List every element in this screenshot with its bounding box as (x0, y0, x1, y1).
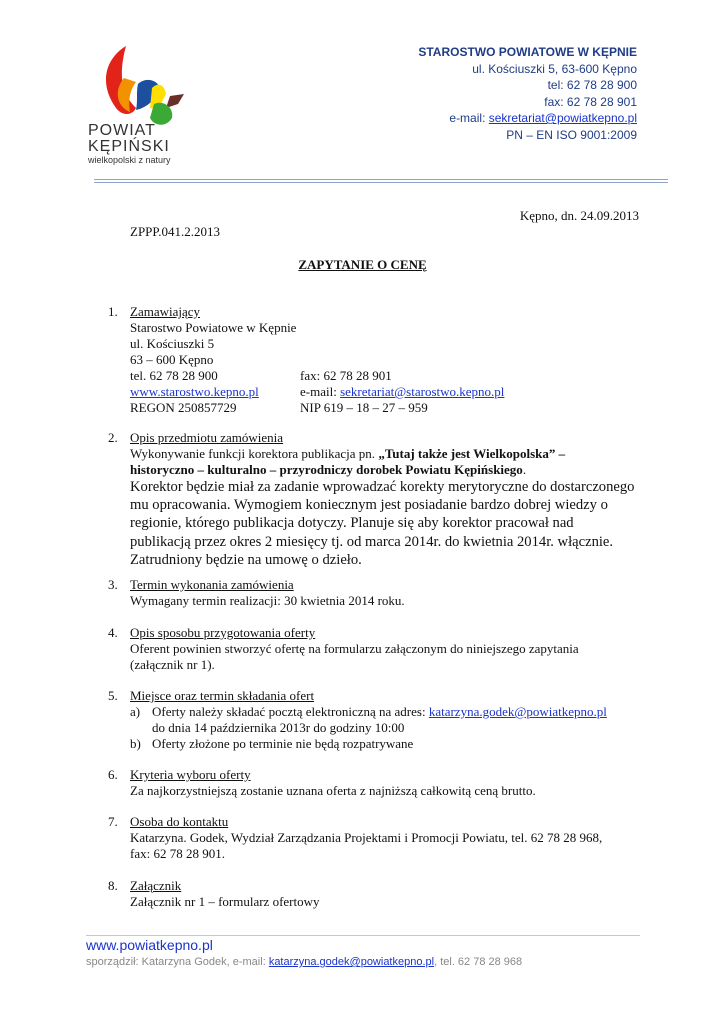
section-2-intro-line (130, 446, 660, 462)
footer-author-line (86, 956, 522, 968)
section-7-line2: fax: 62 78 28 901. (130, 846, 225, 861)
section-2-heading: Opis przedmiotu zamówienia (130, 430, 284, 445)
section-1-line3: 63 – 600 Kępno (130, 352, 214, 367)
footer-url[interactable]: www.powiatkepno.pl (86, 937, 213, 953)
section-2-p4: publikacją przez okres 2 miesięcy tj. od marca 2014r. do kwietnia 2014r. włącznie. (130, 533, 614, 550)
header-email-link[interactable]: sekretariat@powiatkepno.pl (488, 111, 637, 125)
header-org: STAROSTWO POWIATOWE W KĘPNIE (418, 45, 637, 59)
section-1-number: 1. (108, 304, 118, 319)
header-email-label: e-mail: (449, 111, 489, 125)
section-1-nip: NIP 619 – 18 – 27 – 959 (300, 400, 428, 415)
section-6-number: 6. (108, 767, 118, 782)
section-2-number: 2. (108, 430, 118, 445)
section-4-line2: (załącznik nr 1). (130, 657, 215, 672)
footer-prefix: sporządził: Katarzyna Godek, e-mail: (86, 956, 269, 968)
section-5-a-email-link[interactable]: katarzyna.godek@powiatkepno.pl (428, 704, 607, 719)
logo-line1: POWIAT (88, 122, 156, 139)
section-1-fax: fax: 62 78 28 901 (300, 368, 392, 383)
section-7-line1: Katarzyna. Godek, Wydział Zarządzania Projektami i Promocji Powiatu, tel. 62 78 28 968, (130, 830, 603, 845)
section-1-email-link[interactable]: sekretariat@starostwo.kepno.pl (340, 384, 505, 399)
section-2 (130, 430, 660, 569)
section-2-p1: Korektor będzie miał za zadanie wprowadzać korekty merytoryczne do dostarczonego (130, 479, 635, 495)
section-7-number: 7. (108, 814, 118, 829)
document-title: ZAPYTANIE O CENĘ (298, 257, 427, 272)
section-8 (130, 878, 650, 910)
section-1-email-label: e-mail: (300, 384, 341, 399)
section-3 (130, 577, 650, 609)
section-4-line1: Oferent powinien stworzyć ofertę na formularzu załączonym do niniejszego zapytania (130, 641, 579, 656)
section-5 (130, 688, 660, 752)
section-3-number: 3. (108, 577, 118, 592)
reference-number: ZPPP.041.2.2013 (130, 224, 220, 239)
section-6-text: Za najkorzystniejszą zostanie uznana oferta z najniższą całkowitą ceną brutto. (130, 783, 536, 798)
section-2-title-line2 (130, 462, 660, 478)
section-1-regon: REGON 250857729 (130, 400, 237, 415)
section-1-email-line (300, 384, 504, 400)
section-2-intro: Wykonywanie funkcji korektora publikacja pn. (130, 446, 379, 461)
section-8-heading: Załącznik (130, 878, 182, 893)
header-address: ul. Kościuszki 5, 63-600 Kępno (472, 61, 637, 76)
logo-line2: KĘPIŃSKI (88, 138, 170, 155)
section-2-title-dot: . (522, 462, 527, 477)
section-5-a-text: Oferty należy składać pocztą elektroniczną na adres: (152, 704, 429, 719)
section-5-item-b (130, 736, 660, 752)
section-8-text: Załącznik nr 1 – formularz ofertowy (130, 894, 320, 909)
footer-divider (86, 935, 640, 936)
section-5-a-line2: do dnia 14 października 2013r do godziny 10:00 (152, 720, 405, 735)
section-5-b-marker: b) (130, 736, 141, 751)
section-1-tel: tel. 62 78 28 900 (130, 368, 218, 383)
section-4 (130, 625, 660, 673)
section-6 (130, 767, 650, 799)
section-3-heading: Termin wykonania zamówienia (130, 577, 294, 592)
section-7 (130, 814, 670, 862)
section-7-heading: Osoba do kontaktu (130, 814, 229, 829)
section-6-heading: Kryteria wyboru oferty (130, 767, 251, 782)
section-1-tel-row (130, 368, 650, 384)
logo-tagline: wielkopolski z natury (88, 155, 171, 165)
header-divider-2 (94, 182, 668, 183)
header-divider (94, 179, 668, 180)
header-fax: fax: 62 78 28 901 (544, 94, 637, 109)
footer-email-link[interactable]: katarzyna.godek@powiatkepno.pl (268, 956, 435, 968)
section-1-heading: Zamawiający (130, 304, 201, 319)
section-2-p2: mu opracowania. Wymogiem koniecznym jest posiadanie bardzo dobrej wiedzy o (130, 497, 608, 514)
section-1 (130, 304, 650, 416)
section-2-p5: Zatrudniony będzie na umowę o dzieło. (130, 551, 362, 568)
place-date: Kępno, dn. 24.09.2013 (519, 208, 639, 223)
section-2-title-bold-2: historyczno – kulturalno – przyrodniczy dorobek Powiatu Kępińskiego (130, 462, 523, 477)
section-4-number: 4. (108, 625, 118, 640)
header-tel: tel: 62 78 28 900 (547, 78, 637, 92)
footer-suffix: , tel. 62 78 28 968 (434, 956, 523, 968)
logo-mark-icon (86, 38, 206, 128)
header-iso: PN – EN ISO 9001:2009 (506, 127, 637, 142)
header-contact (418, 44, 637, 143)
section-3-text: Wymagany termin realizacji: 30 kwietnia 2014 roku. (130, 593, 405, 608)
section-1-ids-row (130, 400, 650, 416)
section-5-a-marker: a) (130, 704, 141, 719)
section-1-line1: Starostwo Powiatowe w Kępnie (130, 320, 297, 335)
header-email-line (418, 110, 637, 127)
section-2-p3: regionie, którego publikacja dotyczy. Planuje się aby korektor pracował nad (130, 515, 574, 532)
section-5-heading: Miejsce oraz termin składania ofert (130, 688, 315, 703)
section-5-item-a (130, 704, 660, 736)
section-4-heading: Opis sposobu przygotowania oferty (130, 625, 316, 640)
section-1-www-link[interactable]: www.starostwo.kepno.pl (130, 384, 259, 399)
section-5-number: 5. (108, 688, 118, 703)
logo (86, 38, 206, 166)
section-5-b-text: Oferty złożone po terminie nie będą rozpatrywane (152, 736, 414, 751)
section-1-line2: ul. Kościuszki 5 (130, 336, 215, 351)
section-2-title-bold-1: „Tutaj także jest Wielkopolska” – (378, 446, 566, 461)
section-8-number: 8. (108, 878, 118, 893)
section-1-web-row (130, 384, 650, 400)
